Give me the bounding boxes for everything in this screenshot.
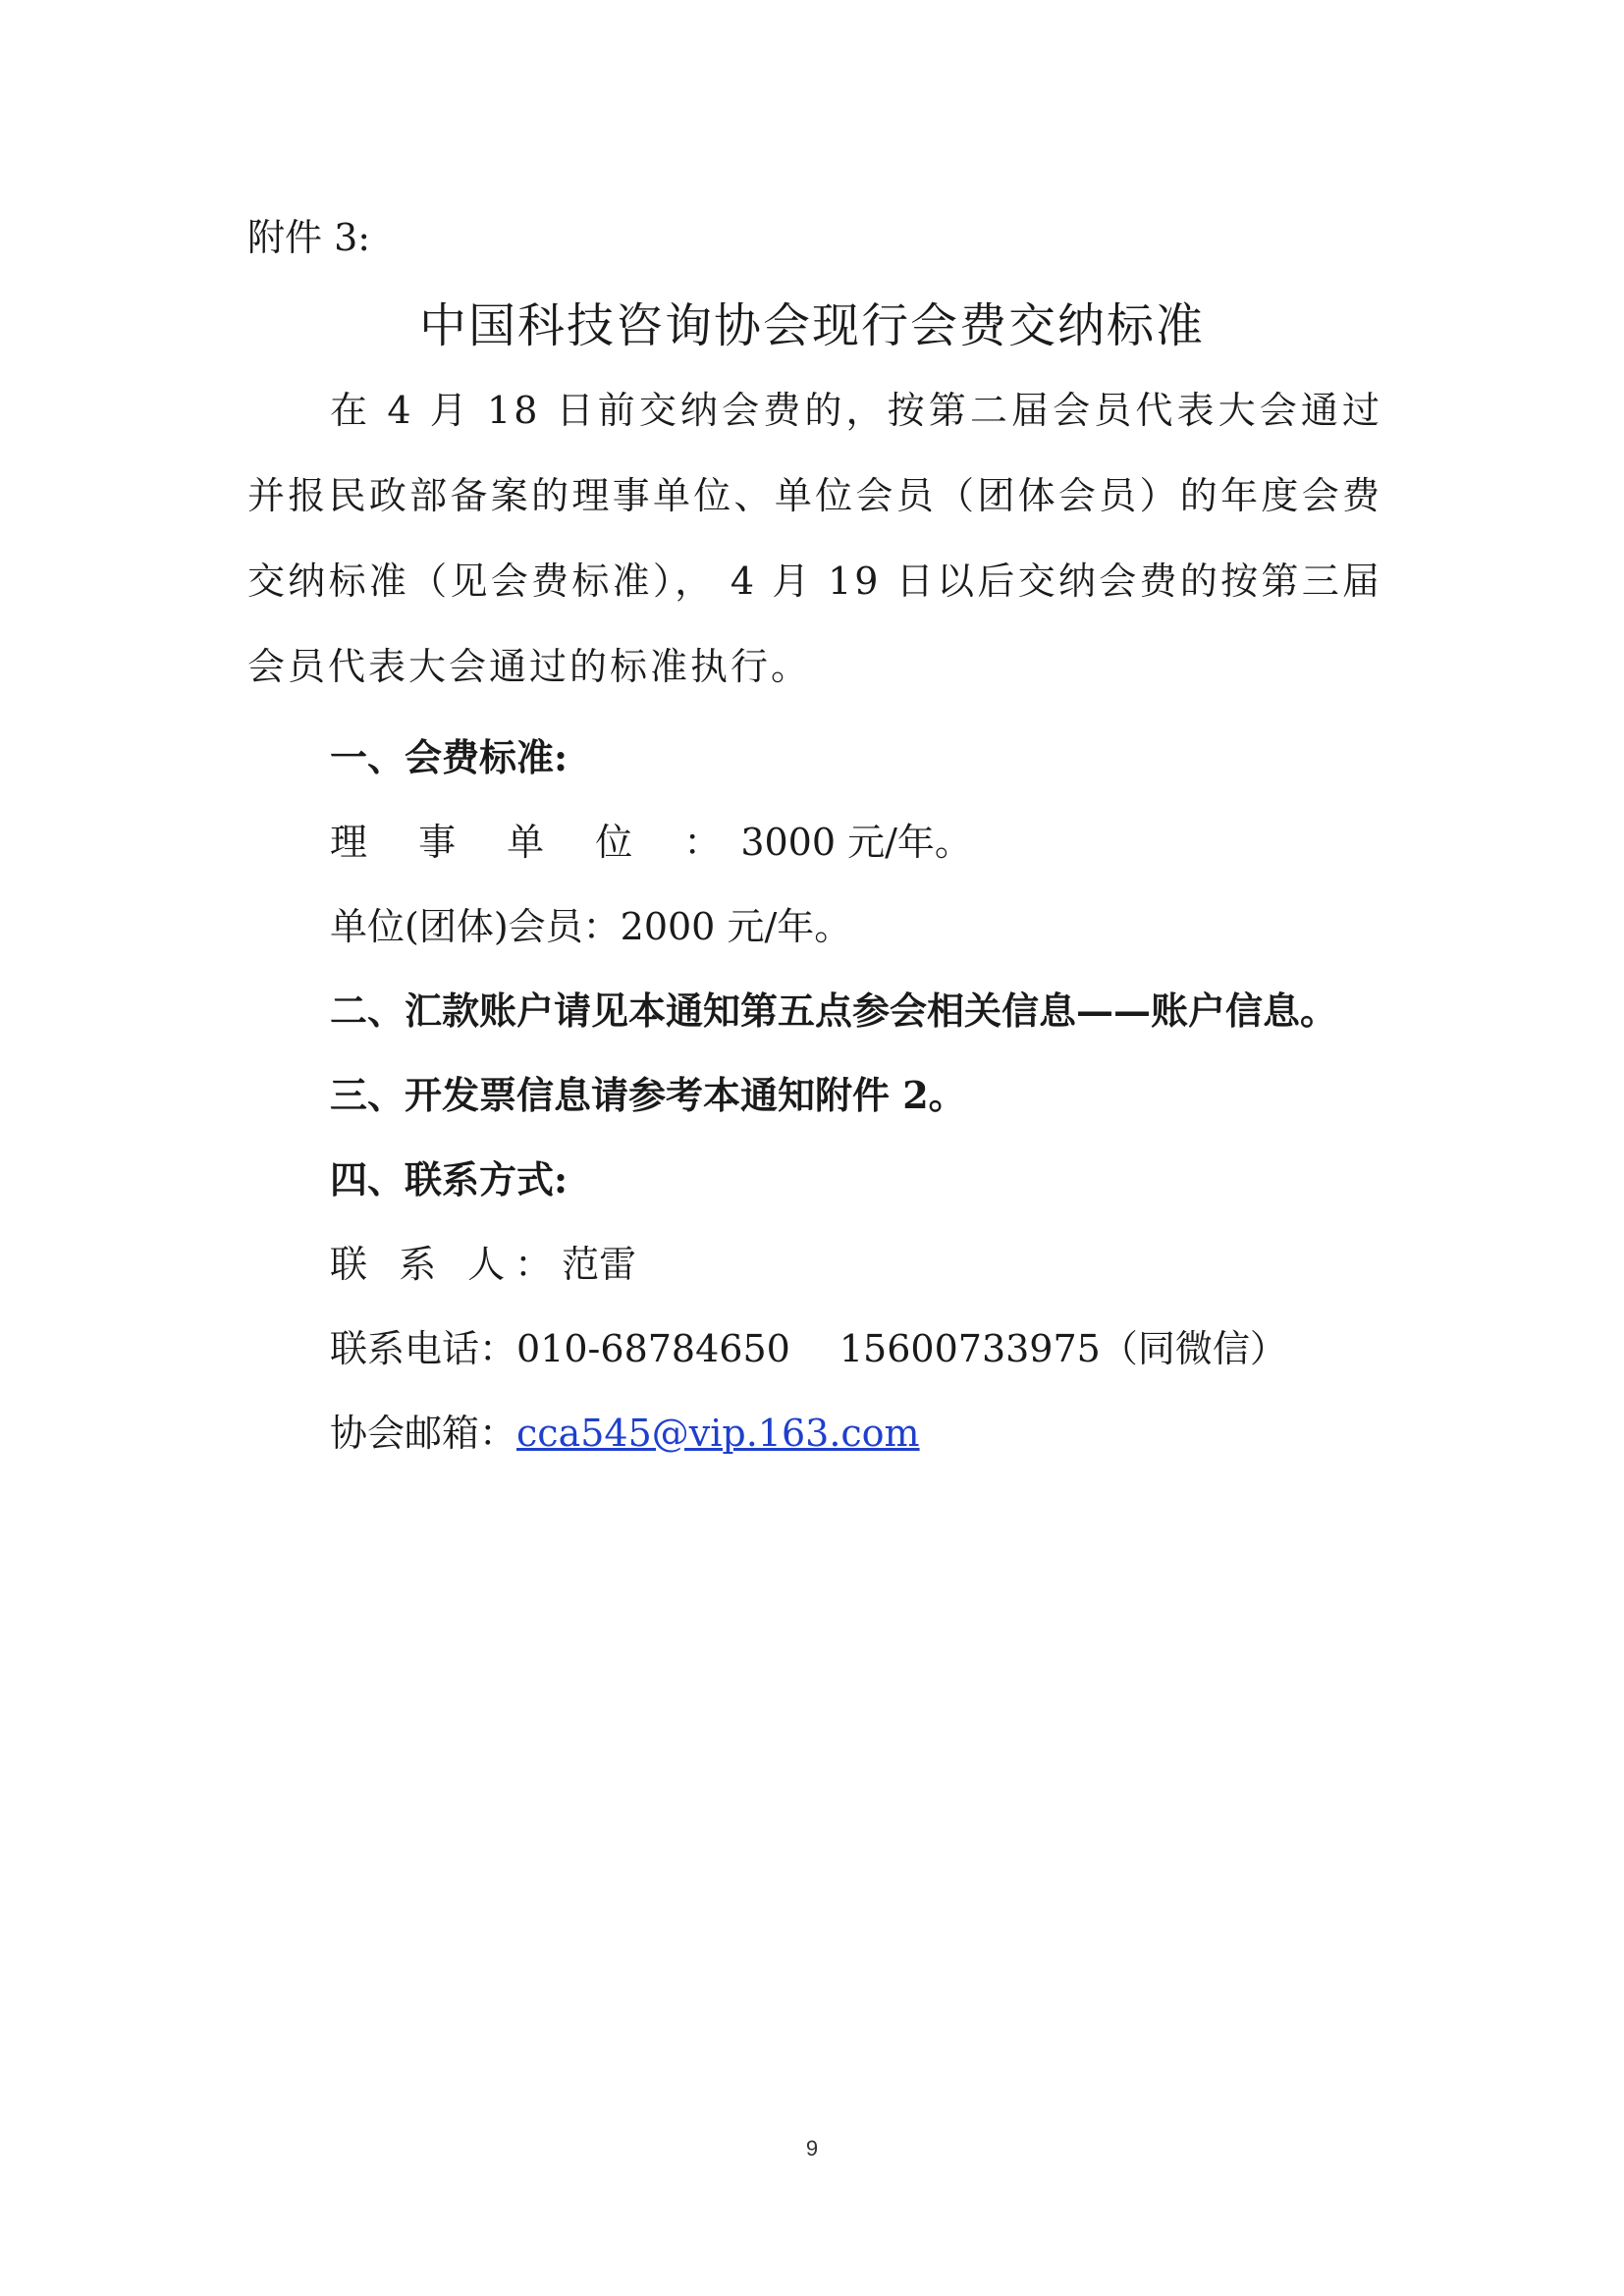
section1-heading: 一、会费标准:	[330, 735, 568, 779]
section3-heading: 三、开发票信息请参考本通知附件 2。	[330, 1073, 966, 1117]
fee-item-value: 2000 元/年。	[620, 905, 852, 948]
document-title: 中国科技咨询协会现行会费交纳标准	[418, 298, 1205, 353]
contact-email-label: 协会邮箱：	[330, 1412, 517, 1455]
contact-person-label: 联 系 人：	[330, 1243, 563, 1286]
page-number: 9	[805, 2136, 819, 2161]
contact-email-link[interactable]: cca545@vip.163.com	[516, 1412, 920, 1455]
fee-item-label: 理 事 单 位 ：	[330, 821, 741, 864]
fee-item-director	[330, 819, 972, 866]
contact-person-name: 范雷	[562, 1243, 637, 1286]
fee-item-label: 单位(团体)会员：	[330, 905, 621, 948]
fee-item-member	[330, 903, 851, 950]
intro-paragraph: 在 4 月 18 日前交纳会费的，按第二届会员代表大会通过并报民政部备案的理事单位、单位会员（团体会员）的年度会费交纳标准（见会费标准）， 4 月 19 日以后交纳会费的按第三届会员代表大会通过的标准执行。	[247, 389, 1382, 688]
contact-email-row	[330, 1410, 920, 1457]
section2-heading: 二、汇款账户请见本通知第五点参会相关信息——账户信息。	[330, 988, 1338, 1033]
contact-phone-values: 010-68784650 15600733975（同微信）	[516, 1327, 1287, 1370]
contact-phone-label: 联系电话：	[330, 1327, 517, 1370]
fee-item-value: 3000 元/年。	[740, 821, 972, 864]
attachment-label: 附件 3:	[247, 216, 371, 259]
contact-person-row	[330, 1241, 636, 1288]
section4-heading: 四、联系方式:	[330, 1157, 568, 1201]
contact-phone-row	[330, 1325, 1287, 1372]
